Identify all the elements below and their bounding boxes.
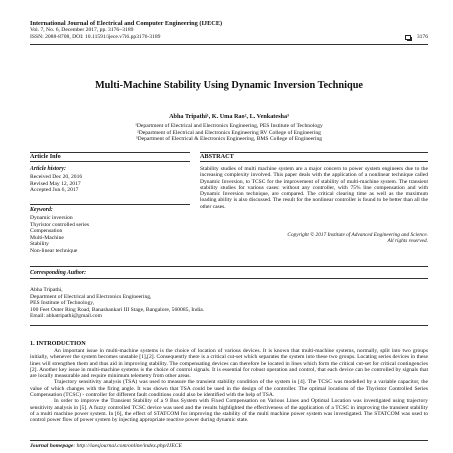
copyright xyxy=(200,232,428,244)
issn-line: ISSN: 2088-8708, DOI: 10.11591/ijece.v7i6.pp3176-3189 xyxy=(30,34,161,40)
abstract-text: Stability studies of multi machine system are a major concern to power system engineers due to the increasing complexity involved. This paper deals with the application of a nonlinear technique called Dynamic Inversion, to TCSC for the improvement of stability of multi-machine system. The transient stability studies for various cases: without any controller, with 75% line compensation and with Dynamic Inversion technique, are compared. The critical clearing time as well as the maximum loading ability is also discussed. The result for the nonlinear controller is found to be better than all the other cases. xyxy=(200,166,428,210)
section-heading: 1. INTRODUCTION xyxy=(30,340,86,347)
affiliation-2: ²Department of Electrical and Electronics Engineering RV College of Engineering xyxy=(137,129,321,136)
corresponding-line: 100 Feet Outer Ring Road, Banashankari III Stage, Bangalore, 560085, India. xyxy=(30,306,205,313)
article-info-heading: Article Info xyxy=(30,153,61,160)
keyword-rule xyxy=(30,204,190,205)
corresponding-line: PES Institute of Technology, xyxy=(30,300,95,307)
abstract-top-rule xyxy=(200,152,428,153)
abstract-heading: ABSTRACT xyxy=(200,153,234,160)
keyword-item: Thyristor controlled series xyxy=(30,221,90,228)
keyword-label: Keyword: xyxy=(30,207,53,213)
header-rule xyxy=(30,44,428,45)
intro-body xyxy=(30,348,428,424)
journal-footer xyxy=(30,443,182,449)
keyword-item: Non-linear technique xyxy=(30,247,78,254)
corresponding-label: Corresponding Author: xyxy=(30,270,87,276)
intro-paragraph: An important issue in multi-machine systems is the choice of location of various devices. It is known that multi-machine systems, normally, split into two groups initially, whenever the system becomes unstable [1],[2]. Consequently there is a critical cut-set which separates the system into these two groups. Locating series devices in these lines will strengthen them and thus aid in improving stability. The compensating devices can therefore be located in lines which form the critical cut-set for critical contingencies [2]. Another key issue in multi-machine systems is the choice of control signals. It is essential for robust operation and control, that each device can be controlled by signals that are locally measurable and require minimum telemetry from other areas. xyxy=(30,348,428,380)
corresponding-details xyxy=(30,287,428,320)
authors: Abha Tripathi¹, K. Uma Rao², L. Venkatesha³ xyxy=(169,113,289,120)
corresponding-rule xyxy=(30,278,428,279)
corresponding-bottom-rule xyxy=(30,325,428,326)
volume-line: Vol. 7, No. 6, December 2017, pp. 3176~3189 xyxy=(30,27,134,34)
keyword-item: Multi-Machine xyxy=(30,234,64,241)
copyright-line: All rights reserved. xyxy=(387,238,428,245)
history-accepted: Accepted Jun 6, 2017 xyxy=(30,187,79,193)
page-number: 3176 xyxy=(416,34,428,40)
history-label: Article history: xyxy=(30,166,66,172)
affiliation-1: ¹Department of Electrical and Electronics Engineering, PES Institute of Technology xyxy=(135,123,323,129)
keyword-item: Dynamic inversion xyxy=(30,215,73,221)
corresponding-line: Abha Tripathi, xyxy=(30,287,63,293)
keyword-item: Stability xyxy=(30,241,49,247)
keyword-item: Compensation xyxy=(30,228,63,234)
corresponding-line: Email: abhatripathi@gmail.com xyxy=(30,313,102,320)
history-revised: Revised May 12, 2017 xyxy=(30,180,81,187)
copyright-line: Copyright © 2017 Institute of Advanced Engineering and Science. xyxy=(287,232,428,238)
corresponding-line: Department of Electrical and Electronics Engineering, xyxy=(30,293,152,300)
homepage-url[interactable]: : http://iaesjournal.com/online/index.php/IJECE xyxy=(73,443,182,449)
intro-paragraph: In order to improve the Transient Stability of a 9 Bus System with Fixed Compensation on Various Lines and Optimal Location was investigated using trajectory sensitivity analysis in [5]. A fuzzy controlled TCSC device was used and the results highlighted the effectiveness of the application of a TCSC in improving the transient stability of a multi machine power system. In [6], the effect of STATCOM for improving the stability of the multi machine power system was investigated. The STATCOM was used to control power flow of power system by injecting appropriate reactive power during dynamic state. xyxy=(30,398,428,424)
history-received: Received Dec 20, 2016 xyxy=(30,174,83,180)
intro-paragraph: Trajectory sensitivity analysis (TSA) was used to measure the transient stability condition of the system in [4]. The TCSC was modelled by a variable capacitor, the value of which changes with the firing angle. It was shown that TSA could be used in the design of the controller. The optimal locations of the Thyristor Controlled Series Compensation (TCSC) - controller for different fault conditions could also be identified with the help of TSA. xyxy=(30,379,428,399)
abstract-head-rule xyxy=(200,161,428,162)
footer-rule xyxy=(30,440,428,441)
affiliation-3: ³Department of Electrical & Electronics Engineering, BMS College of Engineering xyxy=(135,136,323,142)
journal-name: International Journal of Electrical and Computer Engineering (IJECE) xyxy=(30,20,223,27)
info-bottom-rule xyxy=(30,266,428,267)
homepage-label: Journal homepage xyxy=(30,443,74,449)
paper-title: Multi-Machine Stability Using Dynamic Inversion Technique xyxy=(94,80,364,91)
info-head-rule xyxy=(30,161,190,162)
page-icon xyxy=(405,35,411,40)
journal-header xyxy=(30,20,428,41)
